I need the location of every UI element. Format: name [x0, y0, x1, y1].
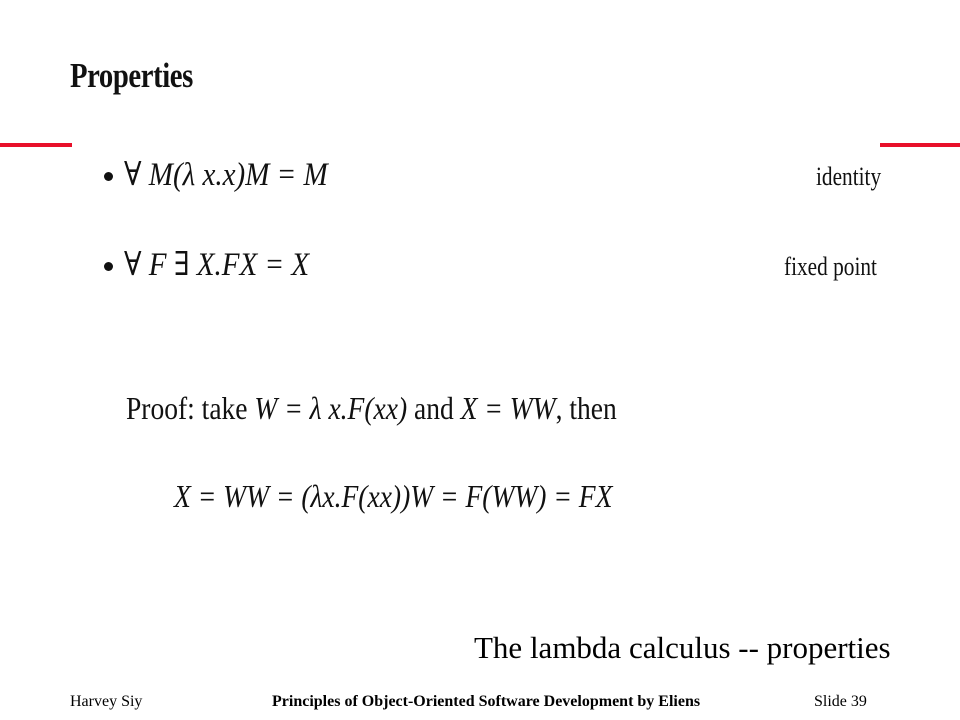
footer-title: Principles of Object-Oriented Software Development by Eliens — [272, 693, 701, 710]
slide-heading: Properties — [70, 56, 193, 95]
proof-and: and — [413, 390, 454, 426]
proof-derivation: X = WW = (λx.F(xx))W = F(WW) = FX — [174, 478, 613, 514]
proof-line-2 — [174, 478, 612, 515]
bullet-identity — [104, 172, 113, 181]
right-accent-rule — [880, 143, 960, 147]
proof-prefix: Proof: take — [126, 390, 248, 426]
identity-label: identity — [816, 162, 882, 191]
identity-formula: ∀ M(λ x.x)M = M — [124, 157, 328, 193]
proof-expr-x: X = WW — [460, 390, 556, 426]
left-accent-rule — [0, 143, 72, 147]
proof-expr-w: W = λ x.F(xx) — [254, 390, 408, 426]
fixed-point-label: fixed point — [784, 252, 877, 281]
fixed-point-formula: ∀ F ∃ X.FX = X — [124, 247, 310, 283]
slide-caption: The lambda calculus -- properties — [474, 630, 891, 665]
proof-line-1 — [126, 390, 617, 427]
bullet-fixed-point — [104, 262, 113, 271]
footer-slide-number: Slide 39 — [814, 693, 867, 710]
proof-suffix: , then — [555, 390, 617, 426]
footer-author: Harvey Siy — [70, 693, 143, 710]
